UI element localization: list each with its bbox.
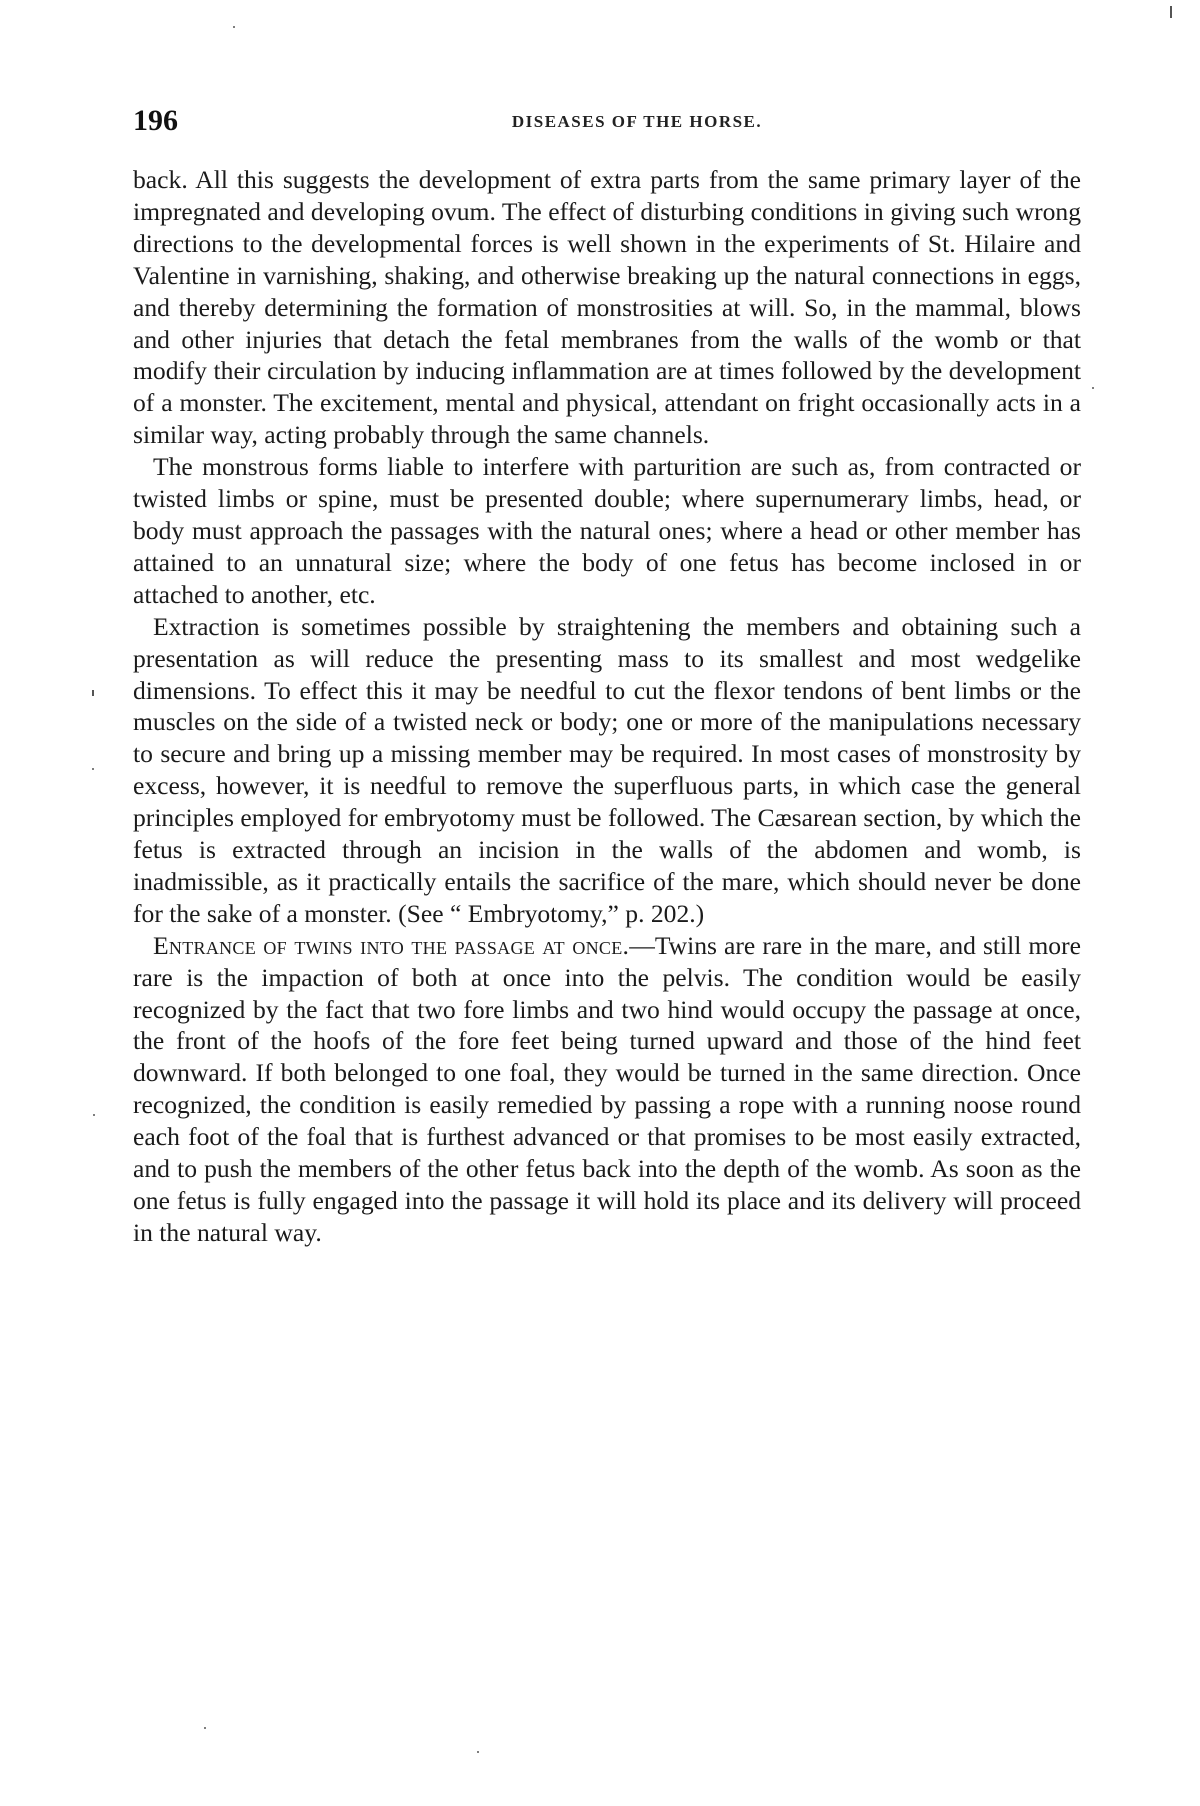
scan-speck <box>1170 6 1172 18</box>
paragraph-twins <box>133 930 1081 1249</box>
paragraph-text: Extraction is sometimes possible by straightening the members and obtaining such a presentation as will reduce the presenting mass to its smallest and most wedgelike dimensions. To effect this it may be needful to cut the flexor tendons of bent limbs or the muscles on the side of a twisted neck or body; one or more of the manipulations necessary to secure and bring up a missing member may be required. In most cases of monstrosity by excess, however, it is needful to remove the superfluous parts, in which case the general principles employed for embryotomy must be followed. The Cæsarean section, by which the fetus is extracted through an incision in the walls of the abdomen and womb, is inadmissible, as it practically entails the sacrifice of the mare, which should never be done for the sake of a monster. (See “ Embryotomy,” p. 202.) <box>133 611 1081 928</box>
running-header <box>133 104 1071 144</box>
page-number: 196 <box>133 104 178 137</box>
running-title: DISEASES OF THE HORSE. <box>511 112 763 131</box>
scan-speck <box>92 768 94 770</box>
paragraph-text: —Twins are rare in the mare, and still more rare is the impaction of both at once into the pelvis. The condition would be easily recognized by the fact that two fore limbs and two hind would occupy the passage at once, the front of the hoofs of the fore feet being turned upward and those of the hind feet downward. If both belonged to one foal, they would be turned in the same direction. Once recognized, the condition is easily remedied by passing a rope with a running noose round each foot of the foal that is furthest advanced or that promises to be most easily extracted, and to push the members of the other fetus back into the depth of the womb. As soon as the one fetus is fully engaged into the passage it will hold its place and its delivery will proceed in the natural way. <box>133 930 1081 1247</box>
section-heading: Entrance of twins into the passage at once. <box>153 930 630 960</box>
scan-speck <box>477 1751 479 1753</box>
paragraph-text: back. All this suggests the development of extra parts from the same primary layer of the impregnated and developing ovum. The effect of disturbing conditions in giving such wrong directions to the developmental forces is well shown in the experiments of St. Hilaire and Valentine in varnishing, shaking, and otherwise breaking up the natural connections in eggs, and thereby determining the formation of monstrosities at will. So, in the mammal, blows and other injuries that detach the fetal membranes from the walls of the womb or that modify their circulation by inducing inflammation are at times followed by the development of a monster. The excitement, mental and physical, attendant on fright occasionally acts in a similar way, acting probably through the same channels. <box>133 165 1081 450</box>
scan-speck <box>233 26 235 28</box>
scan-speck <box>92 690 94 696</box>
scan-speck <box>204 1727 206 1729</box>
paragraph-continuation <box>133 164 1081 451</box>
paragraph-text: The monstrous forms liable to interfere with parturition are such as, from contracted or twisted limbs or spine, must be presented double; where supernumerary limbs, head, or body must approach the passages with the natural ones; where a head or other member has attained to an unnatural size; where the body of one fetus has become inclosed in or attached to another, etc. <box>133 452 1081 609</box>
body-text <box>133 164 1081 1249</box>
paragraph-extraction <box>133 611 1081 930</box>
paragraph-monstrous-forms <box>133 451 1081 611</box>
scan-speck <box>93 1114 95 1116</box>
scan-speck <box>1092 387 1094 389</box>
